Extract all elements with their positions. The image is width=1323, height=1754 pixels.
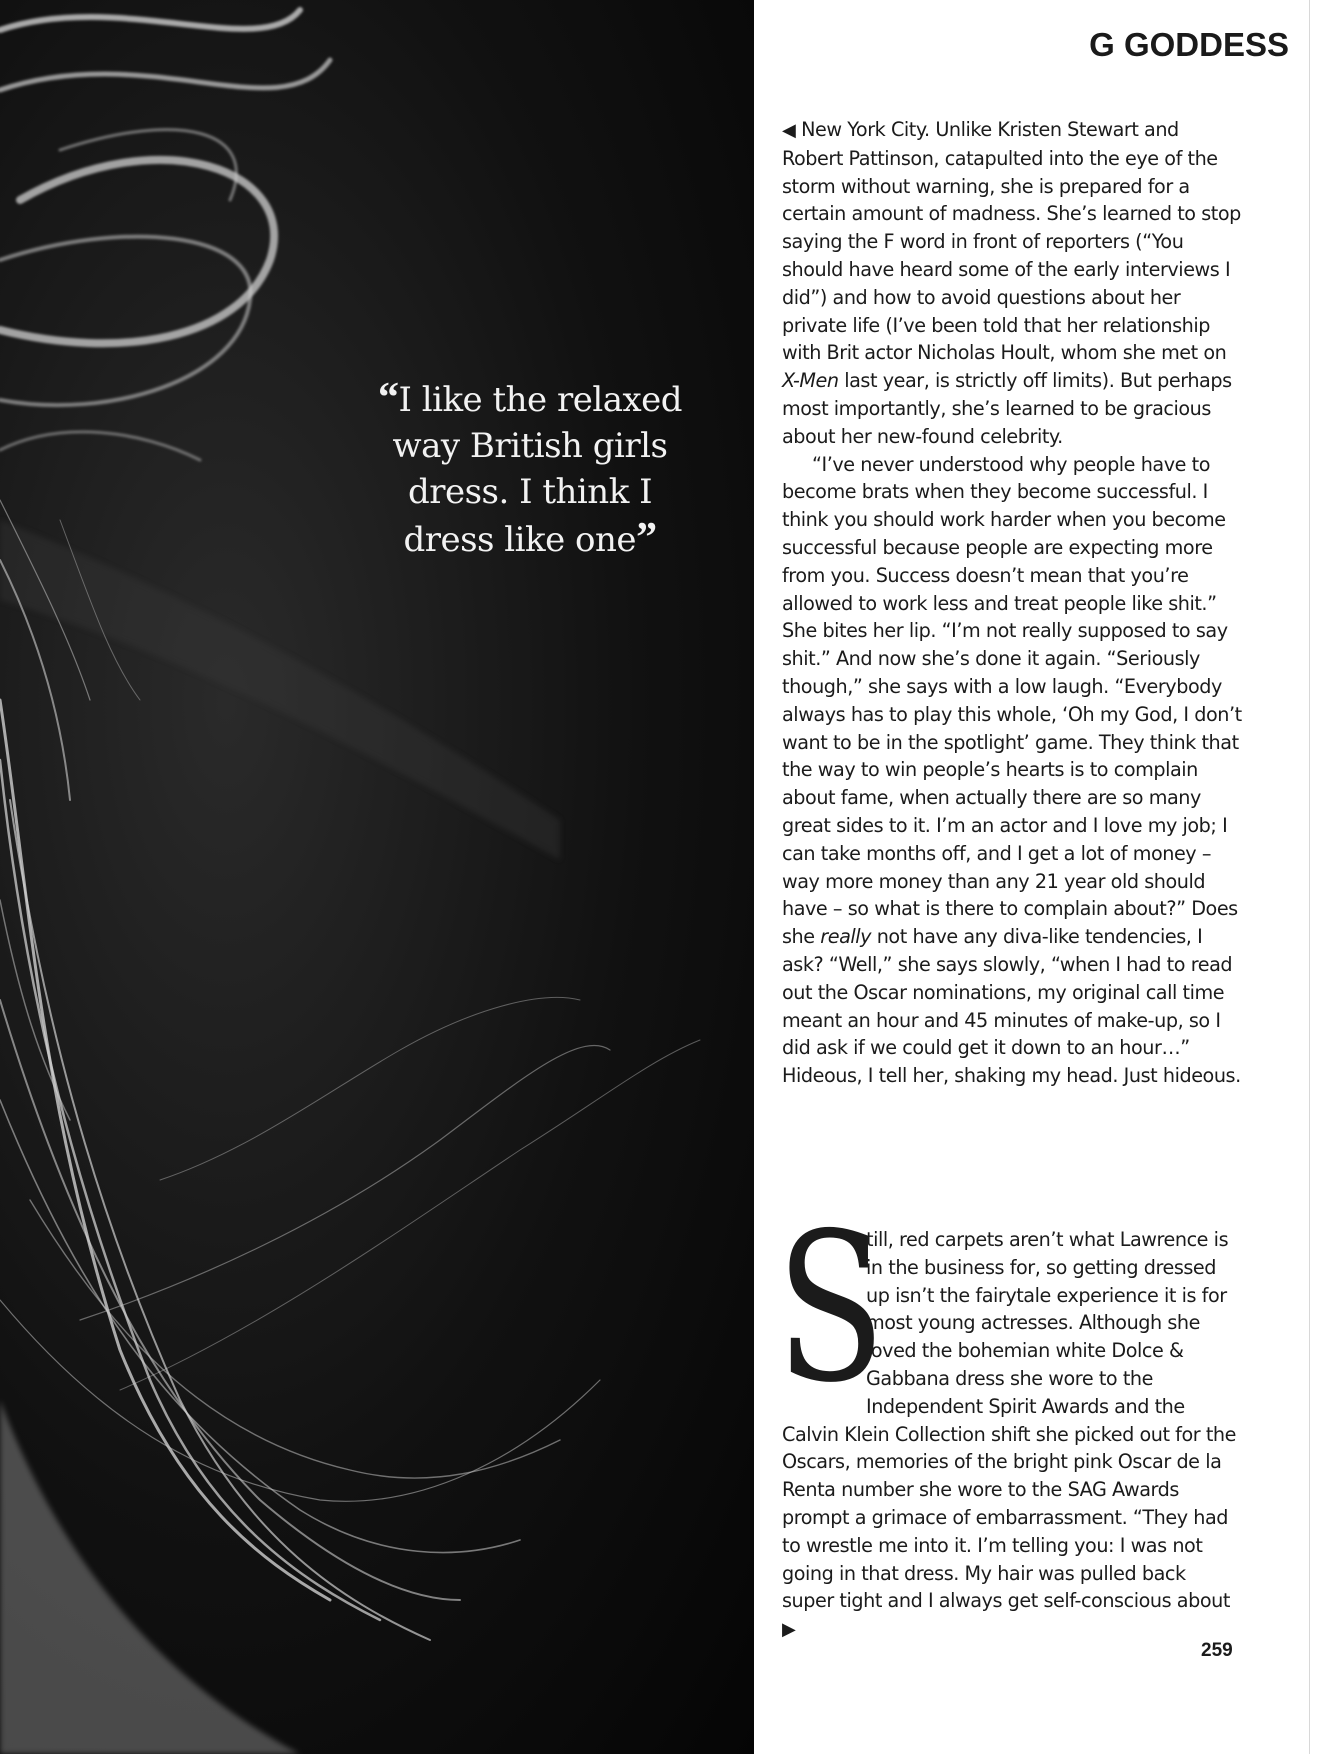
paragraph-2-text: “I’ve never understood why people have to become brats when they become successful. I think you should work harder when you become successful because people are expecting more from you. Success doesn’t mean that you’re allowed to work less and treat people like shit.” She bites her lip. “I’m not really supposed to say shit.” And now she’s done it again. “Seriously though,” she says with a low laugh. “Everybody always has to play this whole, ‘Oh my God, I don’t want to be in the spotlight’ game. They think that the way to win people’s hearts is to complain about fame, when actually there are so many great sides to it. I’m an actor and I love my job; I can take months off, and I get a lot of money – way more money than any 21 year old should have – so what is there to complain about?” Does she [782, 452, 1242, 949]
close-quote-mark: ” [636, 515, 657, 561]
drop-cap: S [776, 1190, 886, 1428]
continued-from-arrow-icon: ◀ [782, 120, 796, 141]
emphasis-italic: really [820, 925, 872, 949]
article-paragraph-2 [782, 451, 1242, 1090]
paragraph-1-end: last year, is strictly off limits). But perhaps most importantly, she’s learned to be gracious about her new-found celebrity. [782, 369, 1232, 448]
open-quote-mark: “ [377, 375, 399, 421]
paragraph-3-text: till, red carpets aren’t what Lawrence is in the business for, so getting dressed up isn’t the fairytale experience it is for most young actresses. Although she loved the bohemian white Dolce & Gabbana dress she wore to the Independent Spirit Awards and the Calvin Klein Collection shift she picked out for the Oscars, memories of the bright pink Oscar de la Renta number she wore to the SAG Awards prompt a grimace of embarrassment. “They had to wrestle me into it. I’m telling you: I was not going in that dress. My hair was pulled back super tight and I always get self-conscious about [782, 1228, 1237, 1613]
page-edge-rule [1309, 0, 1310, 1754]
article-paragraph-1 [782, 116, 1242, 451]
pull-quote-text: I like the relaxed way British girls dress. I think I dress like one [392, 380, 683, 560]
page-number: 259 [1201, 1640, 1233, 1661]
paragraph-2-end: not have any diva-like tendencies, I ask? “Well,” she says slowly, “when I had to read out the Oscar nominations, my original call time meant an hour and 45 minutes of make-up, so I did ask if we could get it down to an hour…” Hideous, I tell her, shaking my head. Just hideous. [782, 925, 1241, 1088]
section-label: G GODDESS [1089, 26, 1289, 63]
pull-quote [360, 375, 700, 563]
article-section-2 [776, 1190, 1242, 1644]
article-column [782, 116, 1242, 1090]
continued-on-arrow-icon: ▶ [782, 1619, 796, 1641]
film-title-italic: X-Men [782, 369, 839, 393]
paragraph-1-text: New York City. Unlike Kristen Stewart and Robert Pattinson, catapulted into the eye of the storm without warning, she is prepared for a certain amount of madness. She’s learned to stop saying the F word in front of reporters (“You should have heard some of the early interviews I did”) and how to avoid questions about her private life (I’ve been told that her relationship with Brit actor Nicholas Hoult, whom she met on [782, 118, 1241, 365]
